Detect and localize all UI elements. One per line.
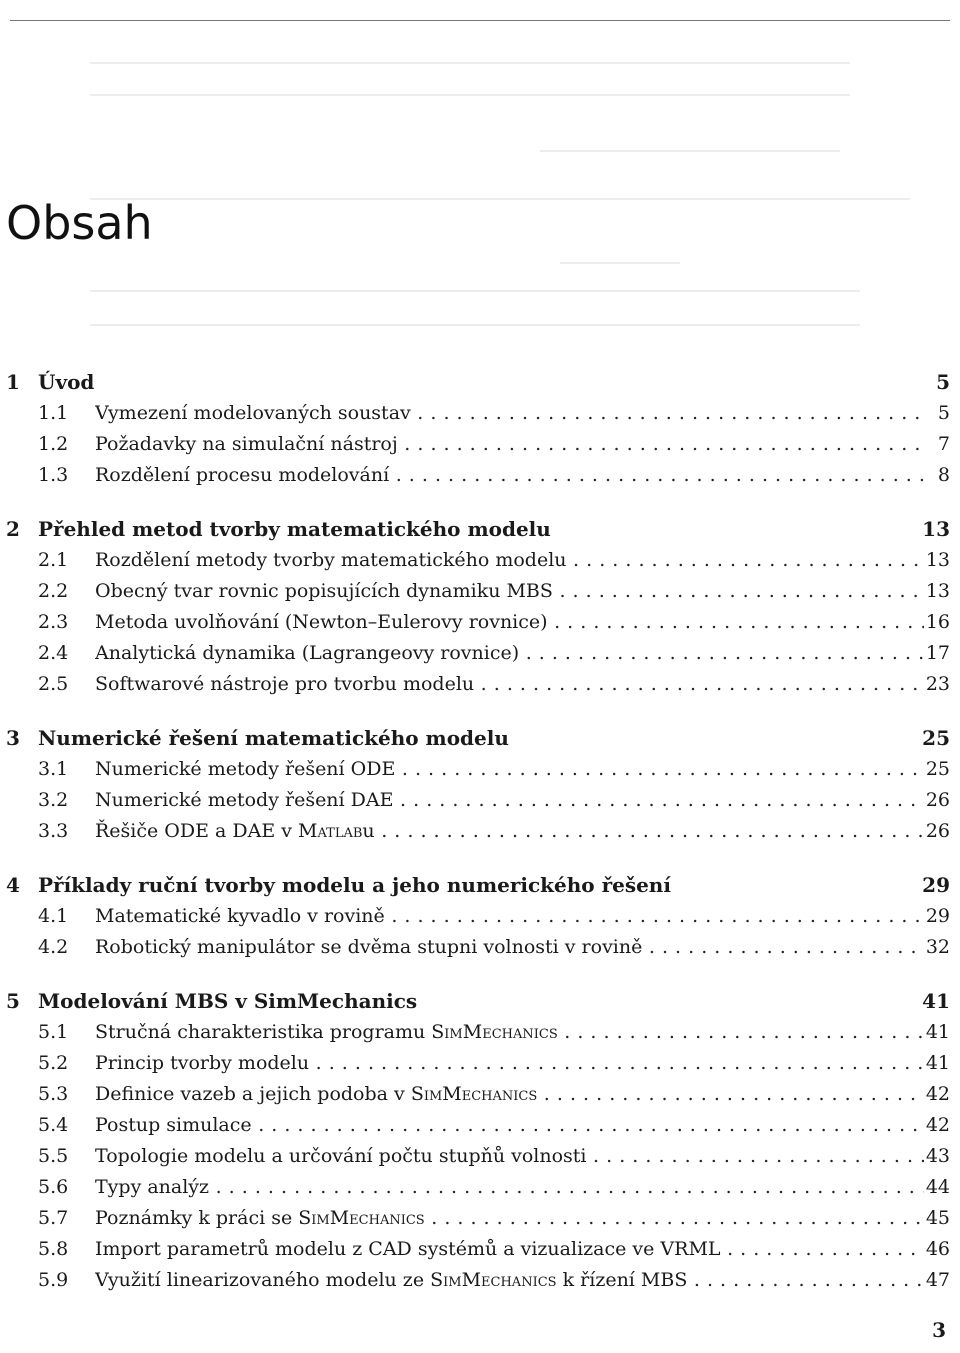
toc-section-entry[interactable] (0, 816, 960, 847)
toc-chapter-entry[interactable] (0, 513, 960, 545)
section-title: Postup simulace . . . (95, 1110, 924, 1141)
section-title: Numerické metody řešení DAE . . . (95, 785, 924, 816)
toc-section-entry[interactable] (0, 669, 960, 700)
small-caps-name: SimMechanics (410, 1083, 538, 1105)
section-title: Numerické metody řešení ODE . . . (95, 754, 924, 785)
small-caps-name: SimMechanics (298, 1207, 425, 1229)
section-number: 2.3 (38, 611, 69, 633)
toc-section-entry[interactable] (0, 754, 960, 785)
section-number: 3.3 (38, 820, 69, 842)
chapter-block (0, 513, 960, 700)
page-number: 3 (932, 1318, 946, 1342)
toc-section-entry[interactable] (0, 1048, 960, 1079)
section-title: Definice vazeb a jejich podoba v SimMechanics . . . (95, 1079, 924, 1110)
section-number: 4.2 (38, 936, 69, 958)
chapter-number: 5 (6, 989, 20, 1013)
section-number: 5.2 (38, 1052, 69, 1074)
toc-section-entry[interactable] (0, 1141, 960, 1172)
section-page: 32 (925, 936, 950, 958)
section-page: 42 (925, 1083, 950, 1105)
toc-chapter-entry[interactable] (0, 985, 960, 1017)
section-page: 29 (925, 905, 950, 927)
section-page: 16 (925, 611, 950, 633)
section-title: Softwarové nástroje pro tvorbu modelu . . . (95, 669, 924, 700)
toc-section-entry[interactable] (0, 785, 960, 816)
section-page: 13 (925, 549, 950, 571)
section-page: 44 (925, 1176, 950, 1198)
section-page: 42 (925, 1114, 950, 1136)
chapter-block (0, 869, 960, 963)
chapter-block (0, 722, 960, 847)
section-title: Využití linearizovaného modelu ze SimMechanics k řízení MBS . . . (95, 1265, 924, 1296)
section-page: 8 (937, 464, 950, 486)
toc-chapter-entry[interactable] (0, 722, 960, 754)
chapter-title: Přehled metod tvorby matematického modelu (38, 517, 551, 541)
chapter-title: Úvod (38, 370, 95, 394)
section-title: Import parametrů modelu z CAD systémů a vizualizace ve VRML . . . (95, 1234, 924, 1265)
section-number: 5.7 (38, 1207, 69, 1229)
section-page: 41 (925, 1021, 950, 1043)
chapter-title: Numerické řešení matematického modelu (38, 726, 509, 750)
table-of-contents (0, 366, 960, 1318)
section-title: Rozdělení metody tvorby matematického modelu . . . (95, 545, 924, 576)
toc-section-entry[interactable] (0, 1203, 960, 1234)
chapter-page: 29 (922, 873, 950, 897)
toc-section-entry[interactable] (0, 638, 960, 669)
chapter-number: 4 (6, 873, 20, 897)
section-title: Vymezení modelovaných soustav . . . (95, 398, 924, 429)
section-page: 25 (925, 758, 950, 780)
section-number: 5.1 (38, 1021, 69, 1043)
section-number: 2.4 (38, 642, 69, 664)
toc-section-entry[interactable] (0, 576, 960, 607)
chapter-title: Příklady ruční tvorby modelu a jeho numerického řešení (38, 873, 671, 897)
section-number: 5.8 (38, 1238, 69, 1260)
section-number: 4.1 (38, 905, 69, 927)
section-number: 2.2 (38, 580, 69, 602)
section-page: 23 (925, 673, 950, 695)
toc-section-entry[interactable] (0, 1110, 960, 1141)
chapter-number: 3 (6, 726, 20, 750)
section-number: 1.1 (38, 402, 69, 424)
section-title: Stručná charakteristika programu SimMechanics . . . (95, 1017, 924, 1048)
section-number: 5.5 (38, 1145, 69, 1167)
chapter-page: 13 (922, 517, 950, 541)
chapter-page: 5 (936, 370, 950, 394)
section-page: 5 (937, 402, 950, 424)
toc-section-entry[interactable] (0, 1017, 960, 1048)
toc-chapter-entry[interactable] (0, 869, 960, 901)
chapter-block (0, 985, 960, 1296)
section-page: 43 (925, 1145, 950, 1167)
section-number: 2.5 (38, 673, 69, 695)
section-number: 3.2 (38, 789, 69, 811)
section-page: 47 (925, 1269, 950, 1291)
section-page: 7 (937, 433, 950, 455)
small-caps-name: SimMechanics (430, 1269, 557, 1291)
section-title: Poznámky k práci se SimMechanics . . . (95, 1203, 924, 1234)
small-caps-name: SimMechanics (431, 1021, 558, 1043)
section-title: Matematické kyvadlo v rovině . . . (95, 901, 924, 932)
section-title: Topologie modelu a určování počtu stupňů volnosti . . . (95, 1141, 924, 1172)
section-page: 17 (925, 642, 950, 664)
toc-chapter-entry[interactable] (0, 366, 960, 398)
toc-section-entry[interactable] (0, 1265, 960, 1296)
chapter-title: Modelování MBS v SimMechanics (38, 989, 418, 1013)
section-number: 5.4 (38, 1114, 69, 1136)
toc-section-entry[interactable] (0, 398, 960, 429)
section-title: Požadavky na simulační nástroj . . . (95, 429, 924, 460)
section-number: 5.6 (38, 1176, 69, 1198)
chapter-page: 41 (922, 989, 950, 1013)
section-page: 41 (925, 1052, 950, 1074)
section-page: 26 (925, 820, 950, 842)
chapter-number: 1 (6, 370, 20, 394)
toc-section-entry[interactable] (0, 545, 960, 576)
section-page: 45 (925, 1207, 950, 1229)
section-number: 2.1 (38, 549, 69, 571)
section-number: 3.1 (38, 758, 69, 780)
section-title: Metoda uvolňování (Newton–Eulerovy rovnice) . . . (95, 607, 924, 638)
toc-section-entry[interactable] (0, 1172, 960, 1203)
section-number: 5.9 (38, 1269, 69, 1291)
toc-section-entry[interactable] (0, 429, 960, 460)
toc-section-entry[interactable] (0, 932, 960, 963)
small-caps-name: Matlab (298, 820, 363, 842)
section-number: 5.3 (38, 1083, 69, 1105)
section-title: Robotický manipulátor se dvěma stupni volnosti v rovině . . . (95, 932, 924, 963)
toc-section-entry[interactable] (0, 1079, 960, 1110)
section-page: 13 (925, 580, 950, 602)
chapter-block (0, 366, 960, 491)
section-title: Rozdělení procesu modelování . . . (95, 460, 924, 491)
chapter-number: 2 (6, 517, 20, 541)
toc-section-entry[interactable] (0, 460, 960, 491)
section-title: Analytická dynamika (Lagrangeovy rovnice) . . . (95, 638, 924, 669)
toc-section-entry[interactable] (0, 607, 960, 638)
section-page: 26 (925, 789, 950, 811)
header-rule (10, 20, 950, 21)
section-title: Princip tvorby modelu . . . (95, 1048, 924, 1079)
show-through-background (0, 40, 960, 340)
section-title: Typy analýz . . . (95, 1172, 924, 1203)
toc-section-entry[interactable] (0, 1234, 960, 1265)
chapter-page: 25 (922, 726, 950, 750)
section-title: Řešiče ODE a DAE v Matlabu . . . (95, 816, 924, 847)
toc-heading: Obsah (6, 196, 153, 250)
section-title: Obecný tvar rovnic popisujících dynamiku MBS . . . (95, 576, 924, 607)
section-number: 1.2 (38, 433, 69, 455)
section-number: 1.3 (38, 464, 69, 486)
toc-section-entry[interactable] (0, 901, 960, 932)
section-page: 46 (925, 1238, 950, 1260)
